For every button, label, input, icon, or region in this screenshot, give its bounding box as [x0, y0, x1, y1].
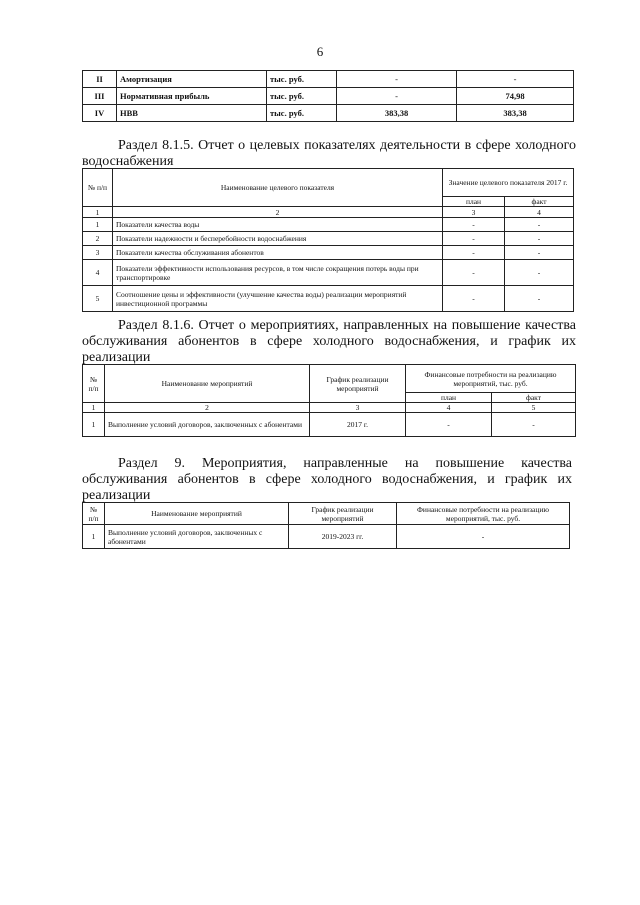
index-cell: 5 — [492, 403, 576, 413]
section-heading-8-1-6: Раздел 8.1.6. Отчет о мероприятиях, направленных на повышение качества обслуживания абонентов в сфере холодного водоснабжения, и график их реализации — [82, 318, 576, 365]
row-plan: - — [443, 218, 505, 232]
row-fact: - — [505, 286, 574, 312]
header-plan: план — [443, 197, 505, 207]
table-row — [83, 232, 574, 246]
row-schedule: 2017 г. — [310, 413, 406, 437]
header-name: Наименование мероприятий — [105, 365, 310, 403]
row-number: 3 — [83, 246, 113, 260]
header-finance: Финансовые потребности на реализацию мероприятий, тыс. руб. — [397, 503, 570, 525]
row-fact: 74,98 — [457, 88, 574, 105]
table-row — [83, 286, 574, 312]
table-row — [83, 260, 574, 286]
row-name: Показатели эффективности использования ресурсов, в том числе сокращения потерь воды при транспортировке — [113, 260, 443, 286]
row-fact: - — [505, 232, 574, 246]
index-cell: 3 — [310, 403, 406, 413]
row-plan: - — [337, 71, 457, 88]
service-quality-measures-table — [82, 364, 576, 437]
header-finance: Финансовые потребности на реализацию мероприятий, тыс. руб. — [406, 365, 576, 393]
row-plan: - — [443, 260, 505, 286]
header-schedule: График реализации мероприятий — [310, 365, 406, 403]
table-row — [83, 71, 574, 88]
row-finance: - — [397, 525, 570, 549]
row-number: 4 — [83, 260, 113, 286]
header-row — [83, 503, 570, 525]
index-cell: 4 — [406, 403, 492, 413]
header-schedule: График реализации мероприятий — [289, 503, 397, 525]
row-name: Показатели качества обслуживания абонентов — [113, 246, 443, 260]
row-plan: - — [337, 88, 457, 105]
table-row — [83, 246, 574, 260]
index-cell: 1 — [83, 207, 113, 218]
row-plan: 383,38 — [337, 105, 457, 122]
row-fact: 383,38 — [457, 105, 574, 122]
row-name: Показатели качества воды — [113, 218, 443, 232]
row-number: IV — [83, 105, 117, 122]
index-cell: 1 — [83, 403, 105, 413]
index-row — [83, 207, 574, 218]
table-row — [83, 525, 570, 549]
index-cell: 4 — [505, 207, 574, 218]
row-unit: тыс. руб. — [267, 105, 337, 122]
header-number: № п/п — [83, 365, 105, 403]
row-number: II — [83, 71, 117, 88]
row-plan: - — [443, 246, 505, 260]
row-name: Выполнение условий договоров, заключенных с абонентами — [105, 525, 289, 549]
header-name: Наименование целевого показателя — [113, 169, 443, 207]
header-fact: факт — [505, 197, 574, 207]
table-row — [83, 413, 576, 437]
row-name: Показатели надежности и бесперебойности водоснабжения — [113, 232, 443, 246]
row-name: Соотношение цены и эффективности (улучшение качества воды) реализации мероприятий инвестиционной программы — [113, 286, 443, 312]
row-number: 1 — [83, 525, 105, 549]
header-row — [83, 365, 576, 393]
row-plan: - — [443, 232, 505, 246]
row-number: 1 — [83, 413, 105, 437]
row-fact: - — [505, 260, 574, 286]
header-value: Значение целевого показателя 2017 г. — [443, 169, 574, 197]
row-fact: - — [505, 246, 574, 260]
index-cell: 2 — [113, 207, 443, 218]
row-name: НВВ — [117, 105, 267, 122]
section-heading-9: Раздел 9. Мероприятия, направленные на повышение качества обслуживания абонентов в сфере холодного водоснабжения, и график их реализации — [82, 456, 572, 503]
header-number: № п/п — [83, 503, 105, 525]
planned-measures-table — [82, 502, 570, 549]
row-name: Выполнение условий договоров, заключенных с абонентами — [105, 413, 310, 437]
row-number: 2 — [83, 232, 113, 246]
header-plan: план — [406, 393, 492, 403]
target-indicators-table — [82, 168, 574, 312]
header-name: Наименование мероприятий — [105, 503, 289, 525]
index-cell: 2 — [105, 403, 310, 413]
row-number: III — [83, 88, 117, 105]
row-plan: - — [443, 286, 505, 312]
row-unit: тыс. руб. — [267, 71, 337, 88]
row-name: Амортизация — [117, 71, 267, 88]
header-number: № п/п — [83, 169, 113, 207]
financial-summary-table — [82, 70, 574, 122]
table-row — [83, 105, 574, 122]
row-fact: - — [457, 71, 574, 88]
row-number: 5 — [83, 286, 113, 312]
row-name: Нормативная прибыль — [117, 88, 267, 105]
row-schedule: 2019-2023 гг. — [289, 525, 397, 549]
table-row — [83, 218, 574, 232]
table-row — [83, 88, 574, 105]
row-plan: - — [406, 413, 492, 437]
index-cell: 3 — [443, 207, 505, 218]
header-row — [83, 169, 574, 197]
index-row — [83, 403, 576, 413]
row-fact: - — [505, 218, 574, 232]
row-number: 1 — [83, 218, 113, 232]
row-fact: - — [492, 413, 576, 437]
header-fact: факт — [492, 393, 576, 403]
section-heading-8-1-5: Раздел 8.1.5. Отчет о целевых показателях деятельности в сфере холодного водоснабжения — [82, 138, 576, 169]
page-number: 6 — [316, 44, 324, 59]
row-unit: тыс. руб. — [267, 88, 337, 105]
